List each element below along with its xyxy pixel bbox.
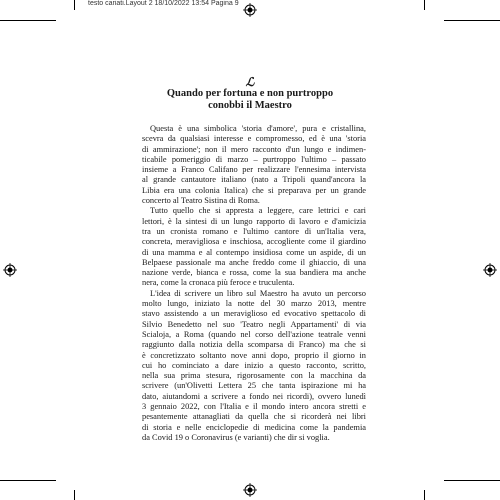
text-line: concreta, meravigliosa e inschiosa, accogliente come il giardino (142, 237, 366, 247)
text-line: è concretizzato soltanto nove anni dopo, proprio il giorno in (142, 350, 366, 360)
text-line: pesantemente attanagliati da quella che si ricorderà nei libri (142, 412, 366, 422)
text-line: dato, aiutandomi a scrivere a fondo nei ricordi), ovvero lunedì (142, 391, 366, 401)
text-line: da Covid 19 o Coronavirus (e varianti) che dir si voglia. (142, 432, 330, 442)
chapter-title-line: Quando per fortuna e non purtroppo (166, 88, 334, 99)
chapter-title (0, 88, 500, 112)
text-line: L'idea di scrivere un libro sul Maestro ha avuto un percorso (150, 288, 366, 298)
chapter-ornament: ℒ (245, 75, 255, 89)
body-text (142, 124, 366, 443)
crop-mark (424, 490, 425, 500)
text-line: scevra da qualsiasi interesse e compromesso, ed è una 'storia (142, 134, 366, 144)
text-line: Scialoja, a Roma (quando nel corso dell'azione teatrale venni (142, 329, 366, 339)
text-line: Questa è una simbolica 'storia d'amore', pura e cristallina, (150, 124, 366, 133)
text-line: 3 gennaio 2022, con l'Italia e il mondo intero ancora stretti e (142, 402, 366, 412)
text-line: Libia era una colonia Italica) che si preparava per un grande (142, 185, 366, 195)
text-line: Tutto quello che si appresta a leggere, care lettrici e cari (150, 206, 366, 216)
text-line: Belpaese passionale ma anche freddo come il ghiaccio, di una (142, 257, 366, 267)
text-line: stavo assistendo a un meraviglioso ed evocativo spettacolo di (142, 309, 366, 319)
text-line: scrivere (un'Olivetti Lettera 25 che tanta ispirazione mi ha (142, 381, 366, 391)
paragraph (142, 206, 366, 288)
text-line: raggiunto dalla notizia della scomparsa di Franco) ma che si (142, 340, 366, 350)
registration-mark-right (483, 263, 497, 277)
text-line: al grande cantautore italiano (nato a Tripoli quand'ancora la (142, 175, 366, 185)
crop-mark (424, 0, 425, 10)
text-line: di una mamma e al contempo insidiosa come un aspide, di un (142, 247, 366, 257)
crop-mark (0, 480, 56, 481)
print-slug: testo cariati.Layout 2 18/10/2022 13:54 Pagina 9 (88, 0, 239, 7)
crop-mark (74, 0, 75, 10)
text-line: di ammirazione'; non il mero racconto d'un lungo e indimen- (142, 144, 366, 154)
paragraph (142, 289, 366, 443)
text-line: concerto al Teatro Sistina di Roma. (142, 196, 260, 206)
registration-mark-left (3, 263, 17, 277)
text-line: nera, come la cronaca più feroce e truculenta. (142, 278, 295, 288)
registration-mark-top (243, 3, 257, 17)
chapter-title-line: conobbi il Maestro (208, 100, 292, 111)
text-line: Silvio Benedetto nel suo 'Teatro negli Appartamenti' di via (142, 319, 366, 329)
registration-mark-bottom (243, 483, 257, 497)
crop-mark (0, 20, 56, 21)
text-line: nazione verde, bianca e rossa, come la sua bandiera ma anche (142, 268, 366, 278)
text-line: ticabile pomeriggio di marzo – purtroppo l'ultimo – passato (142, 154, 366, 164)
text-line: cui ho cominciato a dare inizio a questo racconto, scritto, (142, 360, 366, 370)
text-line: nella sua prima stesura, rigorosamente con la macchina da (142, 371, 366, 381)
text-line: di storia e nelle enciclopedie di medicina come la pandemia (142, 422, 366, 432)
text-line: molto lungo, iniziato la notte del 30 marzo 2013, mentre (142, 299, 366, 309)
crop-mark (74, 490, 75, 500)
crop-mark (444, 20, 500, 21)
text-line: tra un cronista romano e l'ultimo cantore di un'Italia vera, (142, 226, 366, 236)
paragraph (142, 124, 366, 206)
crop-mark (444, 480, 500, 481)
text-line: insieme a Franco Califano per realizzare l'ennesima intervista (142, 165, 366, 175)
text-line: lettori, è la sintesi di un lungo rapporto di lavoro e d'amicizia (142, 216, 366, 226)
